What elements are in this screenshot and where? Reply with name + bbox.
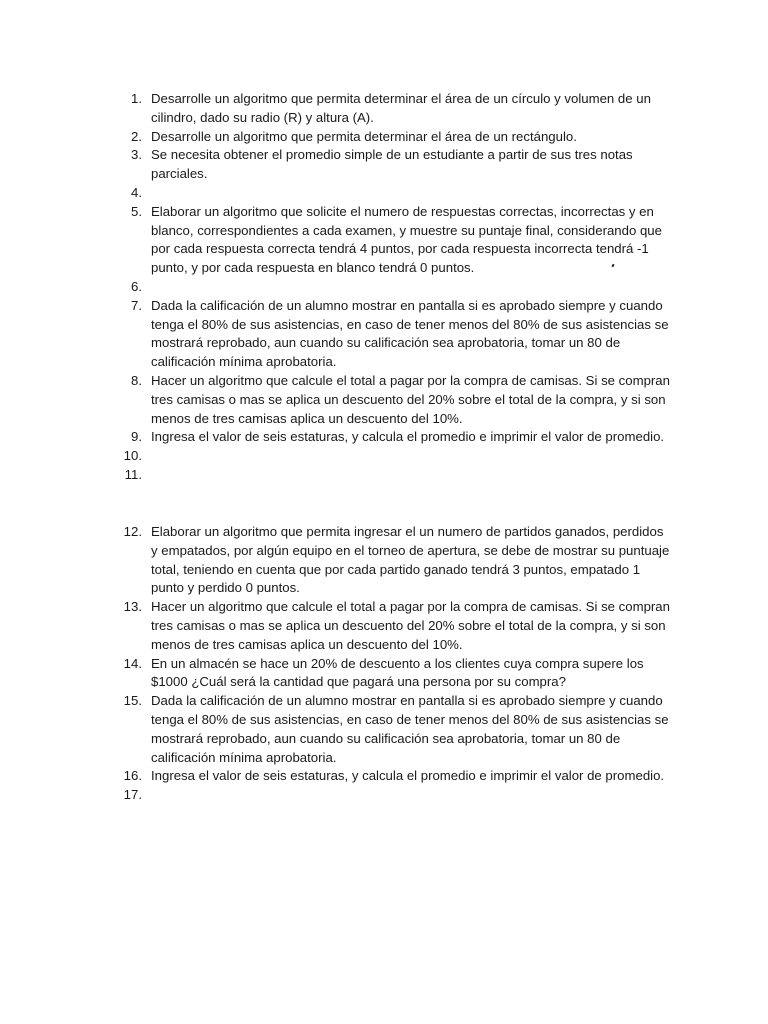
item-text: Elaborar un algoritmo que permita ingresar el un numero de partidos ganados, perdidos y empatados, por algún equipo en el torneo de apertura, se debe de mostrar su puntuaje total, teniendo en cuenta que por cada partido ganado tendrá 3 puntos, empatado 1 punto y perdido 0 puntos. — [151, 524, 670, 596]
item-text: Hacer un algoritmo que calcule el total a pagar por la compra de camisas. Si se compran tres camisas o mas se aplica un descuento del 20% sobre el total de la compra, y si son menos de tres camisas aplica un descuento del 10%. — [151, 372, 670, 426]
list-item — [110, 278, 670, 297]
list-item — [110, 466, 670, 485]
item-number: 16. — [123, 768, 142, 784]
item-number: 13. — [123, 599, 142, 615]
item-number: 17. — [123, 787, 142, 803]
item-text: Dada la calificación de un alumno mostrar en pantalla si es aprobado siempre y cuando tenga el 80% de sus asistencias, en caso de tener menos del 80% de sus asistencias se mostrará reprobado, aun cuando su calificación sea aprobatoria, tomar un 80 de calificación mínima aprobatoria. — [151, 693, 669, 765]
item-text: Elaborar un algoritmo que solicite el numero de respuestas correctas, incorrectas y en blanco, correspondientes a cada examen, y muestre su puntaje final, considerando que por cada respuesta correcta tendrá 4 puntos, por cada respuesta incorrecta tendrá -1 punto, y por cada respuesta en blanco tendrá 0 puntos. — [151, 203, 662, 276]
list-item — [110, 655, 670, 693]
list-item — [110, 428, 670, 447]
list-item — [110, 767, 670, 786]
item-number: 9. — [131, 429, 142, 445]
list-item — [110, 786, 670, 805]
item-number: 2. — [131, 128, 142, 144]
item-text: Desarrolle un algoritmo que permita determinar el área de un rectángulo. — [151, 128, 577, 144]
item-text: Ingresa el valor de seis estaturas, y calcula el promedio e imprimir el valor de promedio. — [151, 768, 665, 784]
list-item — [110, 90, 670, 128]
item-number: 1. — [131, 91, 142, 106]
exercise-list-top — [110, 90, 670, 485]
list-item — [110, 372, 670, 428]
item-text: En un almacén se hace un 20% de descuento a los clientes cuya compra supere los $1000 ¿Cuál será la cantidad que pagará una persona por su compra? — [151, 655, 644, 690]
item-text: Hacer un algoritmo que calcule el total a pagar por la compra de camisas. Si se compran tres camisas o mas se aplica un descuento del 20% sobre el total de la compra, y si son menos de tres camisas aplica un descuento del 10%. — [151, 599, 670, 652]
item-number: 5. — [131, 203, 142, 219]
list-item — [110, 297, 670, 372]
item-text: Ingresa el valor de seis estaturas, y calcula el promedio e imprimir el valor de promedio. — [151, 429, 665, 445]
list-item — [110, 203, 670, 278]
item-number: 7. — [131, 297, 142, 313]
list-item — [110, 128, 670, 147]
item-number: 3. — [131, 147, 142, 163]
item-number: 14. — [123, 655, 142, 671]
list-item — [110, 184, 670, 203]
item-text: Dada la calificación de un alumno mostrar en pantalla si es aprobado siempre y cuando tenga el 80% de sus asistencias, en caso de tener menos del 80% de sus asistencias se mostrará reprobado, aun cuando su calificación sea aprobatoria, tomar un 80 de calificación mínima aprobatoria. — [151, 297, 669, 370]
item-number: 8. — [131, 372, 142, 388]
item-text: Desarrolle un algoritmo que permita determinar el área de un círculo y volumen de un cilindro, dado su radio (R) y altura (A). — [151, 91, 651, 125]
list-item — [110, 447, 670, 466]
item-number: 15. — [123, 693, 142, 709]
item-number: 6. — [131, 278, 142, 294]
list-item — [110, 146, 670, 184]
list-item — [110, 523, 670, 598]
item-number: 4. — [131, 184, 142, 200]
item-text: Se necesita obtener el promedio simple de un estudiante a partir de sus tres notas parciales. — [151, 147, 633, 182]
list-item — [110, 598, 670, 654]
item-number: 10. — [123, 448, 142, 464]
list-item — [110, 692, 670, 767]
item-number: 11. — [124, 466, 142, 482]
item-number: 12. — [123, 524, 142, 539]
exercise-list-bottom — [110, 523, 670, 805]
